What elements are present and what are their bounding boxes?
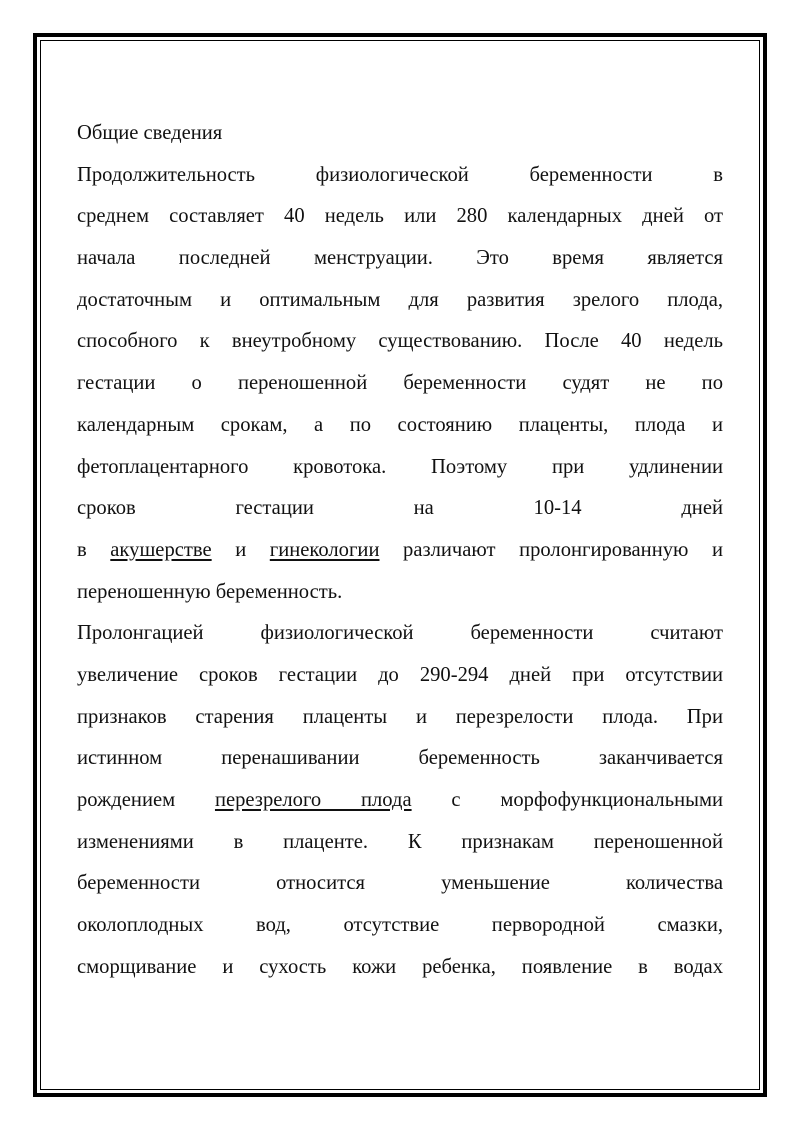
paragraph-last-line: переношенную беременность. <box>77 580 343 603</box>
paragraph-line: увеличение сроков гестации до 290-294 дней при отсутствии <box>77 663 723 686</box>
paragraph-line: сроков гестации на 10-14 дней <box>77 497 723 520</box>
paragraph-line: истинном перенашивании беременность заканчивается <box>77 747 723 770</box>
paragraph-line: гестации о переношенной беременности судят не по <box>77 372 723 395</box>
paragraph-line: календарным срокам, а по состоянию плаценты, плода и <box>77 413 723 436</box>
text-fragment: в <box>77 538 87 561</box>
text-fragment: и <box>235 538 247 561</box>
paragraph-line-with-links <box>77 530 723 572</box>
paragraph-line: околоплодных вод, отсутствие первородной смазки, <box>77 914 723 937</box>
document-body <box>77 113 723 988</box>
paragraph-line: достаточным и оптимальным для развития зрелого плода, <box>77 288 723 311</box>
paragraph-line: фетоплацентарного кровотока. Поэтому при удлинении <box>77 455 723 478</box>
text-fragment: с морфофункциональными <box>451 789 723 811</box>
paragraph-line: начала последней менструации. Это время является <box>77 247 723 270</box>
text-fragment: рождением <box>77 789 176 811</box>
paragraph-line: Пролонгацией физиологической беременности считают <box>77 622 723 645</box>
paragraph-line-with-link <box>77 780 723 822</box>
paragraph-line: способного к внеутробному существованию. После 40 недель <box>77 330 723 353</box>
obstetrics-link[interactable]: акушерстве <box>110 538 212 561</box>
paragraph-line: сморщивание и сухость кожи ребенка, появление в водах <box>77 955 723 978</box>
paragraph-line: признаков старения плаценты и перезрелости плода. При <box>77 705 723 728</box>
paragraph-line: Продолжительность физиологической беременности в <box>77 163 723 186</box>
paragraph-line: изменениями в плаценте. К признакам переношенной <box>77 830 723 853</box>
gynecology-link[interactable]: гинекологии <box>269 538 380 561</box>
paragraph-line: среднем составляет 40 недель или 280 календарных дней от <box>77 205 723 228</box>
paragraph-line: беременности относится уменьшение количества <box>77 872 723 895</box>
section-heading: Общие сведения <box>77 122 223 144</box>
overmature-fetus-link[interactable]: перезрелого плода <box>214 789 412 811</box>
text-fragment: различают пролонгированную и <box>403 538 723 561</box>
